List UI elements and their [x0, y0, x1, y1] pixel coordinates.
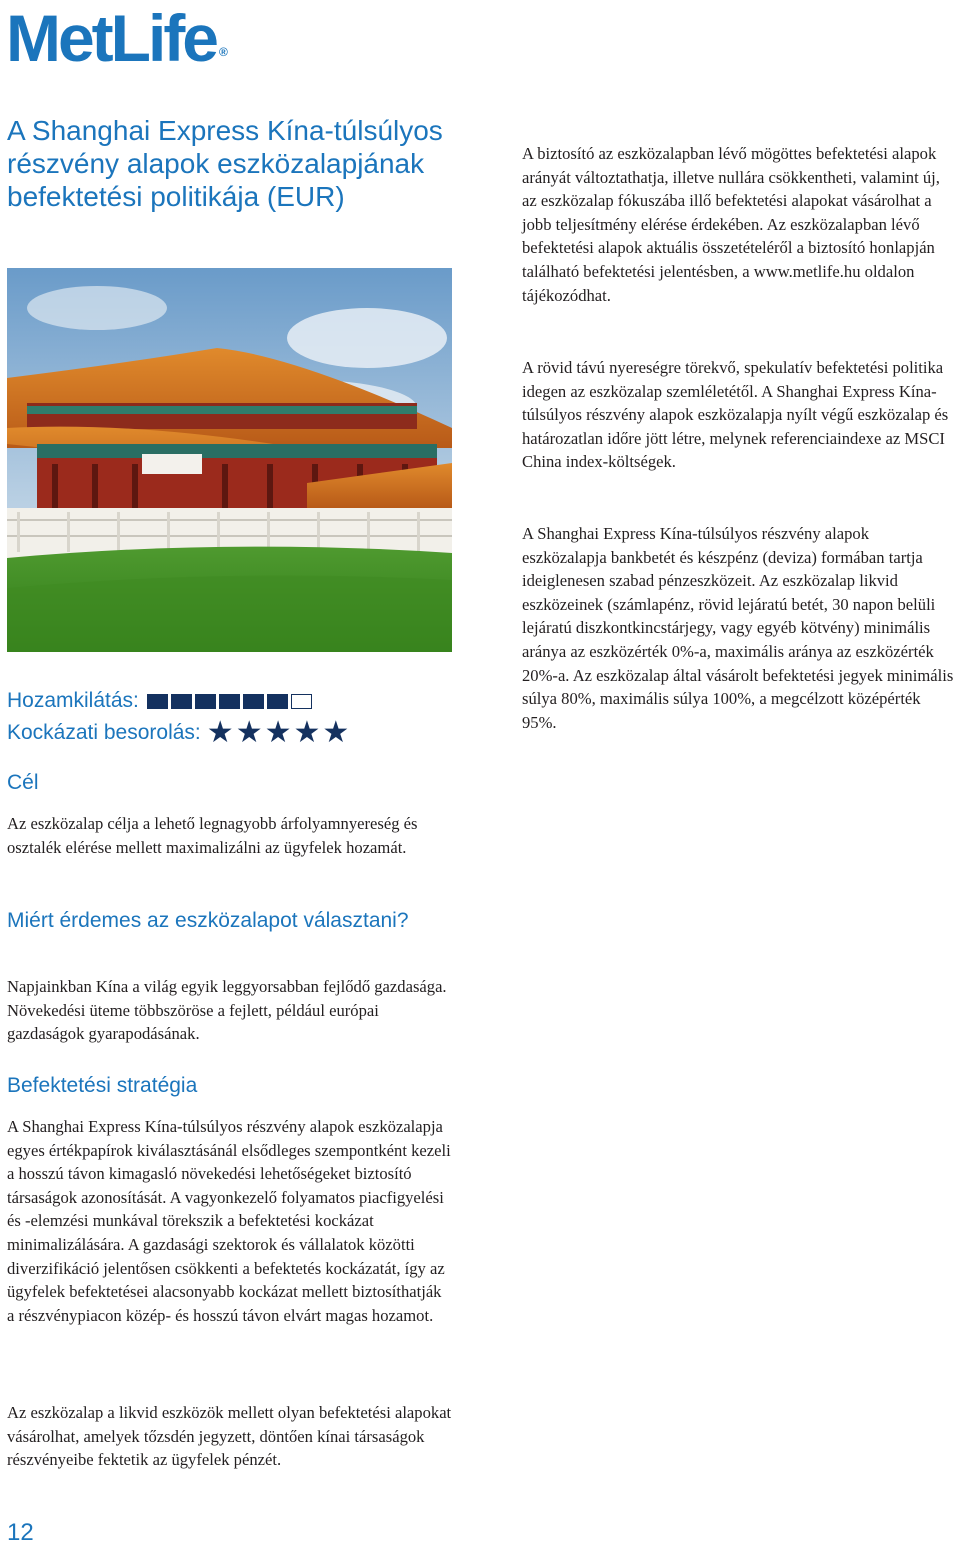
right-para-2: A rövid távú nyereségre törekvő, spekulatív befektetési politika idegen az eszközalap szemléletétől. A Shanghai Express Kína-túlsúlyos részvény alapok eszközalapja nyílt végű eszközalap és határozatlan időre jött létre, melynek referenciaindexe az MSCI China index-költségek.	[522, 358, 949, 472]
why-text: Napjainkban Kína a világ egyik leggyorsabban fejlődő gazdasága. Növekedési üteme többszöröse a fejlett, például európai gazdaságok gyarapodásának.	[7, 977, 447, 1044]
risk-star-icon: ★	[322, 716, 350, 749]
ratings-block	[7, 685, 477, 749]
risk-star-icon: ★	[235, 716, 263, 749]
yield-outlook-indicator	[147, 694, 312, 709]
strategy-heading: Befektetési stratégia	[7, 1074, 198, 1097]
yield-square-filled	[243, 694, 264, 709]
right-para-1: A biztosító az eszközalapban lévő mögöttes befektetési alapok arányát változtathatja, illetve nullára csökkentheti, valamint új, az eszközalap fókuszába illő befektetési alapokat vásárolhat a jobb teljesítmény elérése érdekében. Az eszközalapban lévő befektetési alapok aktuális összetételéről a biztosító honlapján található befektetési jelentésben, a www.metlife.hu oldalon tájékozódhat.	[522, 144, 940, 305]
yield-square-filled	[195, 694, 216, 709]
yield-square-filled	[267, 694, 288, 709]
yield-square-filled	[219, 694, 240, 709]
yield-square-filled	[171, 694, 192, 709]
risk-star-icon: ★	[206, 716, 234, 749]
risk-star-icon: ★	[264, 716, 292, 749]
goal-text: Az eszközalap célja a lehető legnagyobb árfolyamnyereség és osztalék elérése mellett maximalizálni az ügyfelek hozamát.	[7, 814, 418, 857]
page-number: 12	[7, 1519, 34, 1546]
right-para-3: A Shanghai Express Kína-túlsúlyos részvény alapok eszközalapja bankbetét és készpénz (deviza) formában tartja ideiglenesen szabad pénzeszközeit. Az eszközalap likvid eszközeinek (számlapénz, rövid lejáratú betét, 30 napon belüli lejáratú diszkontkincstárjegy, vagy egyéb kötvény) minimális aránya az eszközérték 0%-a, maximális aránya az eszközérték 20%-a. Az eszközalap által vásárolt befektetési jegyek minimális súlya 80%, maximális súlya 100%, a megcélzott középérték 95%.	[522, 524, 954, 732]
page-title: A Shanghai Express Kína-túlsúlyos részvény alapok eszközalapjának befektetési politikája (EUR)	[7, 115, 443, 212]
why-heading: Miért érdemes az eszközalapot választani?	[7, 909, 409, 932]
yield-outlook-row	[7, 685, 477, 717]
risk-star-icon: ★	[293, 716, 321, 749]
yield-square-filled	[147, 694, 168, 709]
temple-photo	[7, 268, 452, 652]
strategy-text-1: A Shanghai Express Kína-túlsúlyos részvény alapok eszközalapja egyes értékpapírok kiválasztásánál elsődleges szempontként kezeli a hosszú távon kimagasló növekedési lehetőségeket biztosító társaságok azonosítását. A vagyonkezelő folyamatos piacfigyelési és -elemzési munkával törekszik a befektetési kockázat minimalizálására. A gazdasági szektorok és vállalatok közötti diverzifikáció jelentősen csökkenti a befektetés kockázatát, így az ügyfelek befektetései alacsonyabb kockázat mellett biztosíthatják a részvénypiacon közép- és hosszú távon elvárt magas hozamot.	[7, 1117, 451, 1325]
strategy-text-2: Az eszközalap a likvid eszközök mellett olyan befektetési alapokat vásárolhat, amelyek tőzsdén jegyzett, döntően kínai társaságok részvényeibe fektetik az ügyfelek pénzét.	[7, 1403, 452, 1470]
metlife-logo: MetLife ®	[6, 1, 228, 75]
goal-heading: Cél	[7, 771, 39, 794]
yield-outlook-label: Hozamkilátás:	[7, 689, 139, 712]
risk-rating-row	[7, 717, 477, 749]
yield-square-empty	[291, 694, 312, 709]
risk-rating-indicator	[207, 718, 350, 748]
risk-rating-label: Kockázati besorolás:	[7, 721, 201, 744]
